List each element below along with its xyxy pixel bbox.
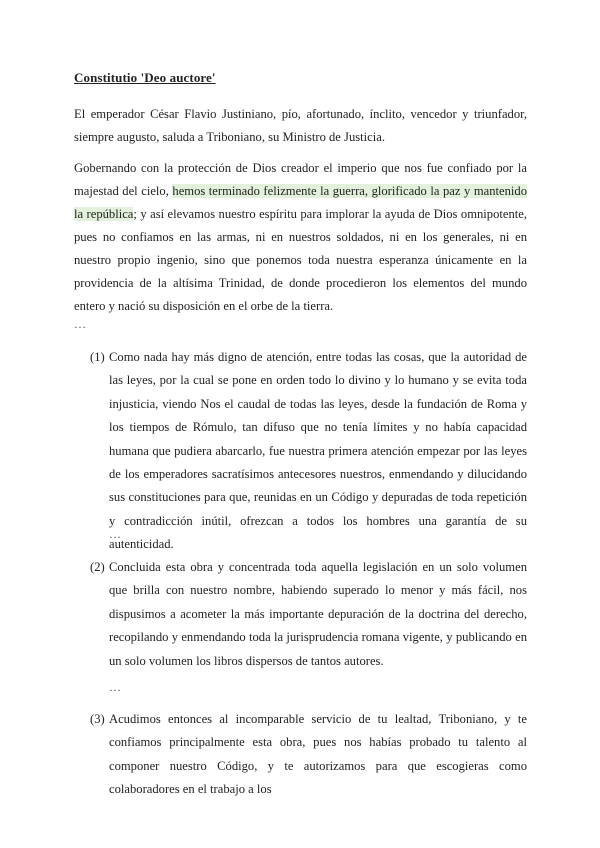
highlighted-text: hemos terminado felizmente la guerra, glorificado la paz y mantenido la república [74,184,527,221]
ellipsis-marker: … [109,680,121,694]
item-text: Como nada hay más digno de atención, entre todas las cosas, que la autoridad de las leyes, por la cual se pone en orden todo lo divino y lo humano y se evita toda injusticia, viendo Nos el caudal de todas las leyes, desde la fundación de Roma y los tiempos de Rómulo, tan difuso que no tenía límites y no había capacidad humana que pudiera abarcarlo, fue nuestra primera atención empezar por las leyes de los emperadores sacratísimos antecesores nuestros, enmendando y dilucidando sus constituciones para que, reunidas en un Código y depuradas de toda repetición y contradicción inútil, ofrezcan a todos los hombres una garantía de su autenticidad. [109,350,527,552]
item-number: (2) [90,560,105,574]
item-number: (1) [90,350,105,364]
item-number: (3) [90,712,105,726]
item-text: Concluida esta obra y concentrada toda aquella legislación en un solo volumen que brilla con nuestro nombre, habiendo superado lo menor y más fácil, nos dispusimos a acometer la más importante depuración de la doctrina del derecho, recopilando y enmendando toda la jurisprudencia romana vigente, y publicando en un solo volumen los libros dispersos de tantos autores. [109,560,527,668]
ellipsis-marker: … [74,317,86,331]
intro-text-before: Gobernando con la protección de Dios creador el imperio que nos fue confiado por la majestad del cielo, [74,161,527,198]
list-item [90,708,527,802]
intro-paragraph [74,157,527,318]
intro-text-after: ; y así elevamos nuestro espíritu para implorar la ayuda de Dios omnipotente, pues no confiamos en las armas, ni en nuestros soldados, ni en los generales, ni en nuestro propio ingenio, sino que ponemos toda nuestra esperanza únicamente en la providencia de la altísima Trinidad, de donde procedieron los elementos del mundo entero y nació su disposición en el orbe de la tierra. [74,207,528,313]
list-item [90,556,527,673]
greeting-paragraph: El emperador César Flavio Justiniano, pío, afortunado, ínclito, vencedor y triunfador, siempre augusto, saluda a Triboniano, su Ministro de Justicia. [74,107,527,144]
item-text: Acudimos entonces al incomparable servicio de tu lealtad, Triboniano, y te confiamos principalmente esta obra, pues nos habías probado tu talento al componer nuestro Código, y te autorizamos para que escogieras como colaboradores en el trabajo a los [109,712,527,797]
list-item [90,346,527,557]
ellipsis-marker: … [109,527,121,541]
document-title: Constitutio 'Deo auctore' [74,70,216,85]
